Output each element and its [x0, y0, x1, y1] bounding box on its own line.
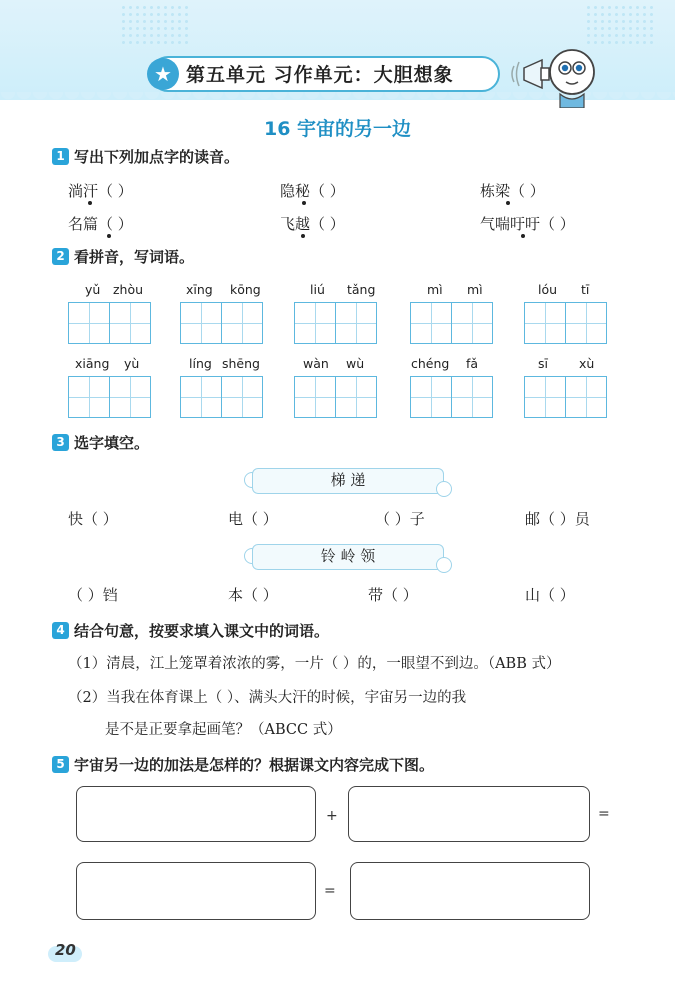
q4-sentence-1: （1）清晨，江上笼罩着浓浓的雾，一片（ ）的，一眼望不到边。（ABB 式） — [68, 656, 561, 672]
q3-item: 带（ ） — [368, 586, 418, 604]
q1-item-1: 淌汗（ ） — [68, 182, 133, 200]
q1-item-3: 栋梁（ ） — [480, 182, 545, 200]
banner-curl — [436, 557, 452, 573]
unit-title: 第五单元 习作单元：大胆想象 — [186, 64, 454, 86]
question-number-3: 3 — [52, 434, 69, 451]
writing-grid[interactable] — [335, 302, 377, 344]
question-number-5: 5 — [52, 756, 69, 773]
emphasis-dot — [301, 234, 305, 238]
answer-box-1[interactable] — [76, 786, 316, 842]
q4-sentence-2b: 是不是正要拿起画笔？（ABCC 式） — [105, 722, 342, 738]
writing-grid[interactable] — [565, 302, 607, 344]
writing-grid[interactable] — [68, 302, 110, 344]
q3-item: 本（ ） — [228, 586, 278, 604]
writing-grid[interactable] — [109, 376, 151, 418]
writing-grid[interactable] — [180, 376, 222, 418]
pinyin: zhòu — [113, 282, 144, 297]
question-4-title: 结合句意，按要求填入课文中的词语。 — [74, 622, 330, 640]
q1-item-5: 飞越（ ） — [280, 215, 345, 233]
pinyin: xīng — [186, 282, 213, 297]
answer-box-2[interactable] — [348, 786, 590, 842]
q3-item: 快（ ） — [68, 510, 118, 528]
pinyin: sī — [538, 356, 548, 371]
writing-grid[interactable] — [410, 376, 452, 418]
question-number-2: 2 — [52, 248, 69, 265]
writing-grid[interactable] — [180, 302, 222, 344]
pinyin: wàn — [303, 356, 329, 371]
q1-item-2: 隐秘（ ） — [280, 182, 345, 200]
banner-curl — [436, 481, 452, 497]
pinyin: mì — [467, 282, 483, 297]
equals-sign: = — [598, 806, 610, 822]
question-1-title: 写出下列加点字的读音。 — [74, 148, 240, 166]
pinyin: lóu — [538, 282, 558, 297]
pinyin: mì — [427, 282, 443, 297]
pinyin: líng — [189, 356, 212, 371]
pinyin: wù — [346, 356, 365, 371]
pinyin: xù — [579, 356, 595, 371]
answer-box-4[interactable] — [350, 862, 590, 920]
pinyin: shēng — [222, 356, 260, 371]
writing-grid[interactable] — [109, 302, 151, 344]
q1-item-6: 气喘吁吁（ ） — [480, 215, 575, 233]
pinyin: liú — [310, 282, 325, 297]
writing-grid[interactable] — [221, 376, 263, 418]
pinyin: yù — [124, 356, 140, 371]
pinyin: kōng — [230, 282, 261, 297]
word-choice-banner-2: 铃 岭 领 — [252, 544, 444, 570]
question-number-1: 1 — [52, 148, 69, 165]
q3-item: （ ）子 — [375, 510, 425, 528]
writing-grid[interactable] — [524, 302, 566, 344]
q3-item: 邮（ ）员 — [525, 510, 590, 528]
q4-sentence-2a: （2）当我在体育课上（ ）、满头大汗的时候，宇宙另一边的我 — [68, 690, 467, 706]
q3-item: （ ）铛 — [68, 586, 118, 604]
word-choice-banner-1: 梯 递 — [252, 468, 444, 494]
q1-item-4: 名篇（ ） — [68, 215, 133, 233]
emphasis-dot — [302, 201, 306, 205]
writing-grid[interactable] — [524, 376, 566, 418]
star-icon: ★ — [147, 58, 179, 90]
emphasis-dot — [506, 201, 510, 205]
pinyin: tī — [581, 282, 590, 297]
question-3-title: 选字填空。 — [74, 434, 150, 452]
lesson-title: 16 宇宙的另一边 — [263, 118, 412, 140]
emphasis-dot — [107, 234, 111, 238]
pinyin: chéng — [411, 356, 450, 371]
mascot-megaphone-icon — [510, 42, 602, 108]
writing-grid[interactable] — [221, 302, 263, 344]
emphasis-dot — [88, 201, 92, 205]
writing-grid[interactable] — [451, 376, 493, 418]
question-number-4: 4 — [52, 622, 69, 639]
writing-grid[interactable] — [294, 302, 336, 344]
writing-grid[interactable] — [294, 376, 336, 418]
writing-grid[interactable] — [68, 376, 110, 418]
writing-grid[interactable] — [410, 302, 452, 344]
writing-grid[interactable] — [335, 376, 377, 418]
plus-sign: + — [326, 808, 338, 824]
writing-grid[interactable] — [565, 376, 607, 418]
pinyin: xiāng — [75, 356, 110, 371]
question-2-title: 看拼音，写词语。 — [74, 248, 195, 266]
equals-sign: = — [324, 883, 336, 899]
page-number: 20 — [55, 941, 76, 959]
question-5-title: 宇宙另一边的加法是怎样的？根据课文内容完成下图。 — [74, 756, 435, 774]
header-dots-left — [120, 4, 190, 44]
header-dots-right — [585, 4, 655, 44]
pinyin: tǎng — [347, 282, 376, 297]
q3-item: 电（ ） — [228, 510, 278, 528]
pinyin: fǎ — [466, 356, 479, 371]
q3-item: 山（ ） — [525, 586, 575, 604]
writing-grid[interactable] — [451, 302, 493, 344]
emphasis-dot — [521, 234, 525, 238]
answer-box-3[interactable] — [76, 862, 316, 920]
pinyin: yǔ — [85, 282, 101, 297]
